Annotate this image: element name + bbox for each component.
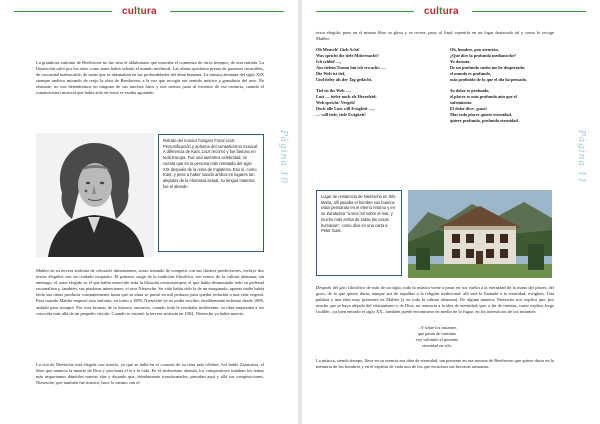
poem-line: ...Y sobre los instantes: [417, 325, 457, 330]
poem-line: Tief ist ihr Weh —,: [316, 88, 351, 94]
house-caption: Lugar de residencia de Nietzsche en Sils-Maria, allí pasaba el hombre sus buenos ratos pensando en el eterno retorno y en su Zaratustra "a seis mil sobre el mar, y mucho más arriba de todas las cosas humanas", como dice en una carta a Peter Gast.: [316, 190, 402, 276]
poem-line: el placer es más profundo aún que el: [450, 94, 517, 100]
poem-line: eternidad en vilo.: [422, 342, 452, 348]
poem-line: Oh Mensch! Gieb Acht!: [316, 47, 360, 52]
culture-logo: cultura: [122, 6, 157, 17]
poem-line: quiere profunda, profunda eternidad.: [450, 117, 519, 123]
header-rule-left: [316, 11, 414, 12]
poem-line: voy salvando el presente: [415, 336, 459, 342]
poem-line: Lust — tiefer noch als Herzeleid:: [316, 94, 377, 100]
poem-line: más profundo de lo que el día ha pensado.: [450, 76, 527, 82]
poem-line: Ich schlief —,: [316, 58, 342, 64]
poem-line: Was spricht die tiefe Mitternacht?: [316, 52, 379, 58]
guillen-quote: [392, 325, 482, 349]
header-rule-right: [472, 11, 586, 12]
poem-line: Weh spricht: Vergeh!: [316, 100, 356, 106]
poem-line: Aus tiefem Traum bin ich erwacht: —: [316, 64, 386, 70]
left-page: [0, 0, 298, 424]
poem-line: — will tiefe, tiefe Ewigkeit!: [316, 111, 366, 117]
portrait-caption: Retrato del músico húngaro Franz Liszt. Personificación y epítome del romanticismo musical. A diferencia de Kant, Liszt recorrió y fue famoso en toda Europa. Fue una auténtica celebridad, se cuenta que en la persona más retratada del siglo XIX después de la reina de Inglaterra. Eso sí, como Kant, y pese a haber nacido ambos en lugares tan alejados de la Alemania actual, su lengua materna fue el alemán.: [158, 134, 264, 252]
poem-line: sufrimiento.: [450, 100, 473, 106]
poem-line: el mundo es profundo,: [450, 70, 491, 76]
paragraph-eternity: Después del giro filosófico de más de un siglo, toda la música viene a parar en sus vuelta a la eternidad de la mano del placer, del gozo, de lo que quiere durar, aunque sea de espaldas a la religión tradicional: allí está la llamada a la eternidad: ewigkeit. Una palabra y una idea muy presentes en Mahler (y en toda la cultura alemana). De alguna manera, Nietzsche nos explica que, por mucho que se haya alejado del cristianismo y de Dios, no renuncia a la idea de eternidad; que, a fin de cuentas, como explica Jorge Guillén –ya bien entrado el siglo XX– también puede encontrarse en medio de lo fugaz, en los intersticios de los instantes:: [316, 285, 554, 315]
poem-line: ¿Qué dice la profunda medianoche?: [450, 52, 517, 58]
nietzsche-house-photo: [408, 190, 552, 278]
paragraph-mahler: Mahler en su tercera sinfonía de colosales dimensiones, acaso tratando de competir con sus ilustres predecesores, incluye dos textos elegidos con un cuidado exquisito. El primero surge de la tradición filosófica, ese centro de la cultura alemana; sin embargo, el autor elegido es el que había removido toda la filosofía centroeuropea, el que había desmontado todo su pedestal racionalista y, también, sus piadosas intenciones: el otro Nietzsche. Su vida había sido la de un marginado, apenas nadie había leído sus obras producía constantemente hasta que su alma se partió en mil pedazos para quedar reducida a una vida vegetal. Para cuando Mahler empezó esta sinfonía, en torno a 1895, Nietzsche ya no podía escribir, terriblemente enfermo desde 1889, aislado para siempre. Por esas bromas de la historia, entonces, cuando todo le resultaba indiferente, su obra empezaba a ser conocida más allá de un pequeño círculo. Cuando se estrenó la tercera sinfonía en 1902, Nietzsche ya había muerto.: [36, 268, 264, 316]
poem-line: Mas todo placer quiere eternidad,: [450, 111, 513, 117]
poem-line: Und tiefer als der Tag gedacht.: [316, 76, 373, 82]
liszt-portrait: [36, 133, 154, 257]
poem-german: [316, 47, 436, 118]
poem-line: Oh, hombre, pon atención.: [450, 47, 499, 52]
header-rule-right: [170, 11, 284, 12]
poem-line: Yo dormía.: [450, 58, 471, 64]
page-number: Página 10: [278, 130, 288, 185]
paragraph-nietzsche: La cita de Nietzsche está elegida con acierto, ya que se halla en el corazón de su obra más célebre, Así habló Zaratustra, el libro que anuncia la muerte de Dios y proclama el sí a la vida. En el sinfonismo alemán, los compositores trataban los temas más importantes dándoles nuevas alas y dejando que, debidamente transformados, presidan aquí y allá sus composiciones. Nietzsche, que también fue músico, hace lo mismo con el: [36, 362, 264, 386]
poem-line: De un profundo sueño me he despertado:: [450, 64, 526, 70]
paragraph-closing: La música, siendo tiempo, lleva en su esencia esa idea de eternidad, tan presente en esa novena de Beethoven que quiere durar en la memoria de los hombres y en el espíritu de cada uno de los que escuchan sus heroicas armonías.: [316, 358, 554, 370]
paragraph-intro: texto elegido, pues en el mismo libro se glosa y se recrea, para, al final, repetirlo en un lugar destacado tal y como lo recoge Mahler:: [316, 30, 554, 42]
page-number: Página 11: [576, 130, 586, 185]
poem-spanish: [450, 47, 570, 124]
poem-line: que pasan de continuo: [417, 330, 457, 336]
culture-logo: cultura: [424, 6, 459, 17]
poem-line: El dolor dice: ¡pasa!: [450, 106, 488, 112]
header-rule-left: [14, 11, 112, 12]
right-page: [302, 0, 600, 424]
poem-line: Doch alle Lust will Ewigkeit —,: [316, 106, 375, 112]
paragraph-intro: La grandiosa sinfonía de Beethoven no fue sino el aldabonazo que marcaba el comienzo de otros tiempos, de otra mirada. La Ilustración saltó por los aires como antes había saltado el mundo medieval. Las almas quedaron presas de pasiones incurables, de oscuridad inabarcable, de notas que se abismaban en las profundidades del alma humana. La música alemana del siglo XIX siempre anduvo mirando de reojo la obra de Beethoven, a la vez que recogía ese sentido místico y grandioso del arte. No obstante, no nos detendremos en ninguno de sus muchos hitos y nos iremos justo al extremo de esa centuria, cuando el romanticismo musical que había sido en norte se estaba agotando.: [36, 60, 264, 96]
poem-line: Die Welt ist tief,: [316, 70, 346, 76]
poem-line: Su dolor es profundo,: [450, 88, 490, 94]
